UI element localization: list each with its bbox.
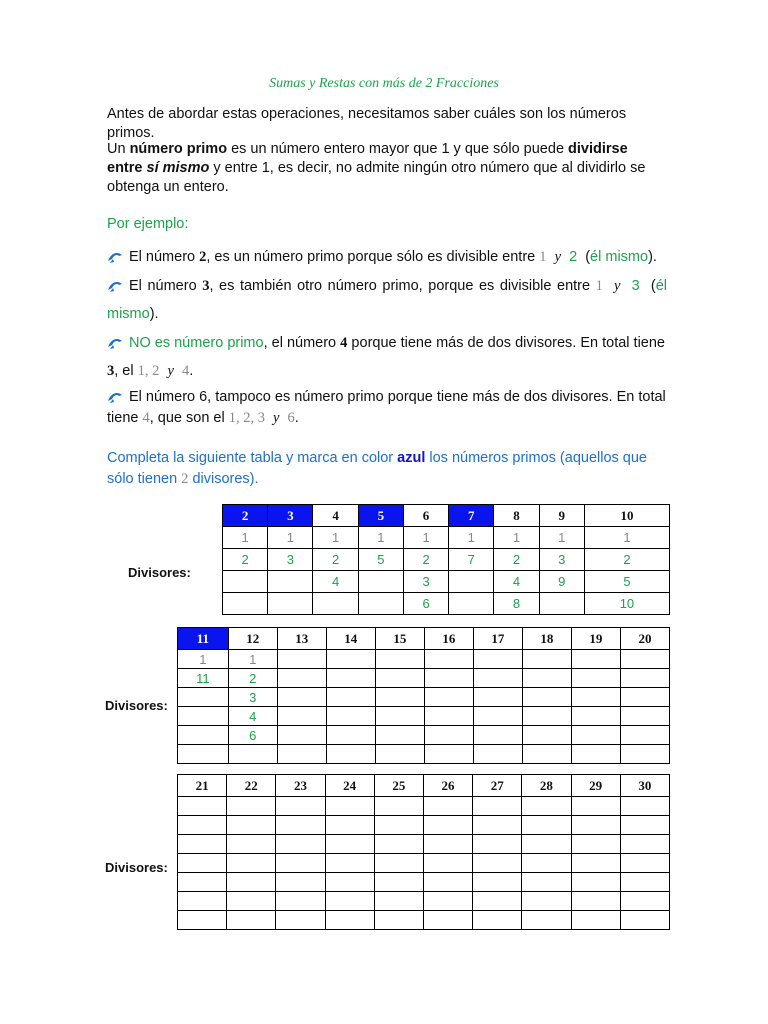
divisor-cell[interactable] [325,873,374,892]
dolphin-icon [107,272,129,300]
header-cell: 30 [620,775,669,797]
divisors-label: Divisores: [105,860,168,875]
header-cell: 17 [473,628,522,650]
divisor-cell[interactable]: 5 [584,571,669,593]
divisor-cell[interactable] [423,892,472,911]
divisors-label: Divisores: [105,698,168,713]
divisor-cell[interactable] [522,854,571,873]
divisor-cell[interactable] [620,669,669,688]
divisor-cell[interactable] [620,745,669,764]
divisor-cell[interactable] [375,726,424,745]
header-cell: 7 [449,505,494,527]
divisor-cell[interactable] [620,688,669,707]
divisor-cell[interactable] [227,873,276,892]
divisor-cell[interactable] [374,911,423,930]
divisor-cell[interactable] [424,726,473,745]
divisor-cell[interactable] [374,797,423,816]
divisor-cell[interactable]: 1 [494,527,539,549]
divisor-cell[interactable] [620,650,669,669]
divisor-cell[interactable]: 1 [268,527,313,549]
bullet-3: NO es número primo, el número 4 porque tiene más de dos divisores. En total tiene 3, el 1, 2 y 4. [107,329,667,385]
divisor-cell[interactable] [620,726,669,745]
divisor-cell[interactable] [571,726,620,745]
divisor-cell[interactable] [374,835,423,854]
divisor-cell[interactable] [374,892,423,911]
divisor-cell[interactable] [375,745,424,764]
divisor-cell[interactable] [473,835,522,854]
divisor-cell[interactable] [571,797,620,816]
divisor-cell[interactable] [571,892,620,911]
divisor-cell[interactable]: 1 [313,527,358,549]
divisor-cell[interactable] [277,688,326,707]
divisor-cell[interactable] [276,797,325,816]
divisor-cell[interactable] [325,911,374,930]
divisor-cell[interactable] [277,745,326,764]
divisor-cell[interactable]: 4 [494,571,539,593]
divisor-cell[interactable] [522,707,571,726]
divisor-cell[interactable] [276,892,325,911]
divisor-cell[interactable] [178,707,229,726]
divisor-cell[interactable] [375,650,424,669]
divisor-cell[interactable] [522,797,571,816]
def-bold-1: número primo [129,141,228,157]
divisor-cell[interactable] [313,593,358,615]
divisor-cell[interactable] [423,911,472,930]
divisor-cell[interactable]: 3 [539,549,584,571]
divisor-cell[interactable] [571,745,620,764]
example-label: Por ejemplo: [107,216,189,232]
header-cell: 11 [178,628,229,650]
header-cell: 16 [424,628,473,650]
header-cell: 26 [423,775,472,797]
divisor-cell[interactable] [277,707,326,726]
divisor-cell[interactable] [178,816,227,835]
divisor-cell[interactable] [325,854,374,873]
header-cell: 12 [228,628,277,650]
divisor-cell[interactable] [522,873,571,892]
divisor-cell[interactable]: 1 [358,527,403,549]
divisor-cell[interactable]: 3 [228,688,277,707]
divisor-cell[interactable] [178,726,229,745]
divisor-cell[interactable] [571,854,620,873]
header-cell: 22 [227,775,276,797]
divisor-cell[interactable] [277,650,326,669]
divisor-cell[interactable] [223,593,268,615]
divisor-cell[interactable] [473,873,522,892]
divisor-cell[interactable] [522,688,571,707]
divisor-cell[interactable] [326,688,375,707]
divisors-label: Divisores: [128,565,191,580]
divisor-cell[interactable] [620,911,669,930]
divisor-cell[interactable] [375,669,424,688]
divisor-cell[interactable] [228,745,277,764]
divisor-cell[interactable] [227,892,276,911]
divisor-cell[interactable]: 9 [539,571,584,593]
dolphin-icon [107,243,129,271]
divisor-cell[interactable] [277,669,326,688]
divisor-cell[interactable] [375,707,424,726]
divisor-cell[interactable] [227,816,276,835]
divisor-cell[interactable] [473,797,522,816]
dolphin-icon [107,387,129,408]
divisor-cell[interactable]: 10 [584,593,669,615]
divisor-cell[interactable] [571,911,620,930]
divisor-cell[interactable] [423,816,472,835]
divisor-cell[interactable] [325,835,374,854]
divisor-cell[interactable]: 2 [228,669,277,688]
divisor-cell[interactable] [620,816,669,835]
instruction-paragraph: Completa la siguiente tabla y marca en color azul los números primos (aquellos que sólo tienen 2 divisores). [107,450,647,487]
divisor-cell[interactable] [358,593,403,615]
divisor-cell[interactable] [449,593,494,615]
header-cell: 6 [403,505,448,527]
divisor-cell[interactable] [326,669,375,688]
divisor-cell[interactable]: 1 [228,650,277,669]
header-cell: 10 [584,505,669,527]
divisor-cell[interactable] [571,707,620,726]
divisor-cell[interactable] [423,854,472,873]
divisor-cell[interactable] [227,835,276,854]
divisor-cell[interactable] [276,854,325,873]
divisor-cell[interactable]: 4 [228,707,277,726]
page-title: Sumas y Restas con más de 2 Fracciones [269,76,499,91]
divisor-cell[interactable] [522,650,571,669]
divisor-cell[interactable] [276,835,325,854]
divisor-cell[interactable] [571,669,620,688]
divisor-cell[interactable]: 1 [539,527,584,549]
header-cell: 9 [539,505,584,527]
divisor-cell[interactable] [375,688,424,707]
divisor-cell[interactable] [620,892,669,911]
divisor-cell[interactable] [424,669,473,688]
header-cell: 27 [473,775,522,797]
divisor-cell[interactable]: 8 [494,593,539,615]
divisor-cell[interactable] [268,593,313,615]
bullet-1: El número 2, es un número primo porque sólo es divisible entre 1 y 2 (él mismo). [107,243,667,271]
divisor-cell[interactable] [473,854,522,873]
divisor-cell[interactable] [326,707,375,726]
divisor-cell[interactable] [178,688,229,707]
header-cell: 20 [620,628,669,650]
divisor-cell[interactable]: 6 [403,593,448,615]
divisor-cell[interactable]: 1 [403,527,448,549]
divisor-cell[interactable] [473,650,522,669]
divisor-cell[interactable] [424,688,473,707]
divisors-table-2-10 [222,504,670,615]
divisor-cell[interactable]: 3 [268,549,313,571]
divisor-cell[interactable]: 2 [223,549,268,571]
header-cell: 24 [325,775,374,797]
header-cell: 13 [277,628,326,650]
header-cell: 5 [358,505,403,527]
header-cell: 3 [268,505,313,527]
divisor-cell[interactable] [571,688,620,707]
divisor-cell[interactable] [374,873,423,892]
header-cell: 23 [276,775,325,797]
divisor-cell[interactable] [374,854,423,873]
divisor-cell[interactable] [620,835,669,854]
divisor-cell[interactable] [473,707,522,726]
divisor-cell[interactable] [223,571,268,593]
divisor-cell[interactable]: 4 [313,571,358,593]
def-text-2: es un número entero mayor que 1 y que sólo puede [227,141,569,157]
divisor-cell[interactable] [571,873,620,892]
header-cell: 18 [522,628,571,650]
divisor-cell[interactable]: 1 [584,527,669,549]
divisor-cell[interactable] [358,571,403,593]
header-cell: 15 [375,628,424,650]
divisor-cell[interactable]: 1 [223,527,268,549]
divisor-cell[interactable]: 1 [449,527,494,549]
def-text-1: Un [107,141,130,157]
divisor-cell[interactable] [522,669,571,688]
definition-paragraph [107,140,663,197]
divisor-cell[interactable] [276,911,325,930]
divisor-cell[interactable]: 2 [403,549,448,571]
divisor-cell[interactable] [178,873,227,892]
divisor-cell[interactable] [571,816,620,835]
divisor-cell[interactable] [473,669,522,688]
header-cell: 28 [522,775,571,797]
divisor-cell[interactable] [473,726,522,745]
divisor-cell[interactable] [473,911,522,930]
divisor-cell[interactable]: 2 [494,549,539,571]
divisor-cell[interactable] [178,745,229,764]
divisor-cell[interactable] [178,797,227,816]
bullet-4: El número 6, tampoco es número primo porque tiene más de dos divisores. En total tiene 4, que son el 1, 2, 3 y 6. [107,389,666,426]
divisor-cell[interactable] [522,816,571,835]
divisor-cell[interactable] [620,873,669,892]
divisor-cell[interactable] [424,650,473,669]
divisor-cell[interactable]: 5 [358,549,403,571]
divisor-cell[interactable] [178,835,227,854]
divisor-cell[interactable] [423,873,472,892]
divisor-cell[interactable] [571,650,620,669]
divisor-cell[interactable] [423,835,472,854]
divisor-cell[interactable]: 1 [178,650,229,669]
header-cell: 4 [313,505,358,527]
header-cell: 14 [326,628,375,650]
divisor-cell[interactable] [276,873,325,892]
divisor-cell[interactable] [522,892,571,911]
divisor-cell[interactable] [620,707,669,726]
divisor-cell[interactable] [522,745,571,764]
divisor-cell[interactable]: 3 [403,571,448,593]
divisor-cell[interactable] [473,745,522,764]
divisor-cell[interactable] [522,726,571,745]
divisors-table-11-20 [177,627,670,764]
divisor-cell[interactable] [277,726,326,745]
divisor-cell[interactable] [325,816,374,835]
divisor-cell[interactable] [473,688,522,707]
divisor-cell[interactable] [473,892,522,911]
divisor-cell[interactable] [227,911,276,930]
divisor-cell[interactable] [571,835,620,854]
bullet-2: El número 3, es también otro número primo, porque es divisible entre 1 y 3 (él mismo). [107,272,667,328]
divisor-cell[interactable] [424,707,473,726]
divisor-cell[interactable] [276,816,325,835]
divisor-cell[interactable] [522,911,571,930]
intro-paragraph: Antes de abordar estas operaciones, necesitamos saber cuáles son los números primos. [107,106,627,141]
divisor-cell[interactable] [449,571,494,593]
header-cell: 21 [178,775,227,797]
divisor-cell[interactable] [178,854,227,873]
divisor-cell[interactable] [178,892,227,911]
divisor-cell[interactable]: 7 [449,549,494,571]
divisor-cell[interactable] [326,650,375,669]
divisor-cell[interactable] [374,816,423,835]
header-cell: 2 [223,505,268,527]
divisor-cell[interactable] [326,726,375,745]
def-text-3: y entre 1, es decir, no admite ningún otro número que al dividirlo se obtenga un entero. [107,160,646,195]
divisor-cell[interactable] [325,892,374,911]
divisor-cell[interactable] [473,816,522,835]
divisor-cell[interactable] [620,797,669,816]
divisor-cell[interactable] [522,835,571,854]
divisor-cell[interactable]: 2 [584,549,669,571]
divisor-cell[interactable] [227,854,276,873]
divisor-cell[interactable] [424,745,473,764]
def-bold-2: dividirse entre [107,141,628,176]
divisor-cell[interactable] [326,745,375,764]
divisor-cell[interactable]: 2 [313,549,358,571]
divisor-cell[interactable] [268,571,313,593]
divisor-cell[interactable] [227,797,276,816]
header-cell: 8 [494,505,539,527]
divisor-cell[interactable]: 6 [228,726,277,745]
divisor-cell[interactable] [620,854,669,873]
header-cell: 25 [374,775,423,797]
divisors-table-21-30 [177,774,670,930]
divisor-cell[interactable] [325,797,374,816]
header-cell: 29 [571,775,620,797]
divisor-cell[interactable] [539,593,584,615]
def-bold-italic: sí mismo [146,160,210,176]
header-cell: 19 [571,628,620,650]
divisor-cell[interactable] [178,911,227,930]
divisor-cell[interactable]: 11 [178,669,229,688]
divisor-cell[interactable] [423,797,472,816]
dolphin-icon [107,329,129,357]
